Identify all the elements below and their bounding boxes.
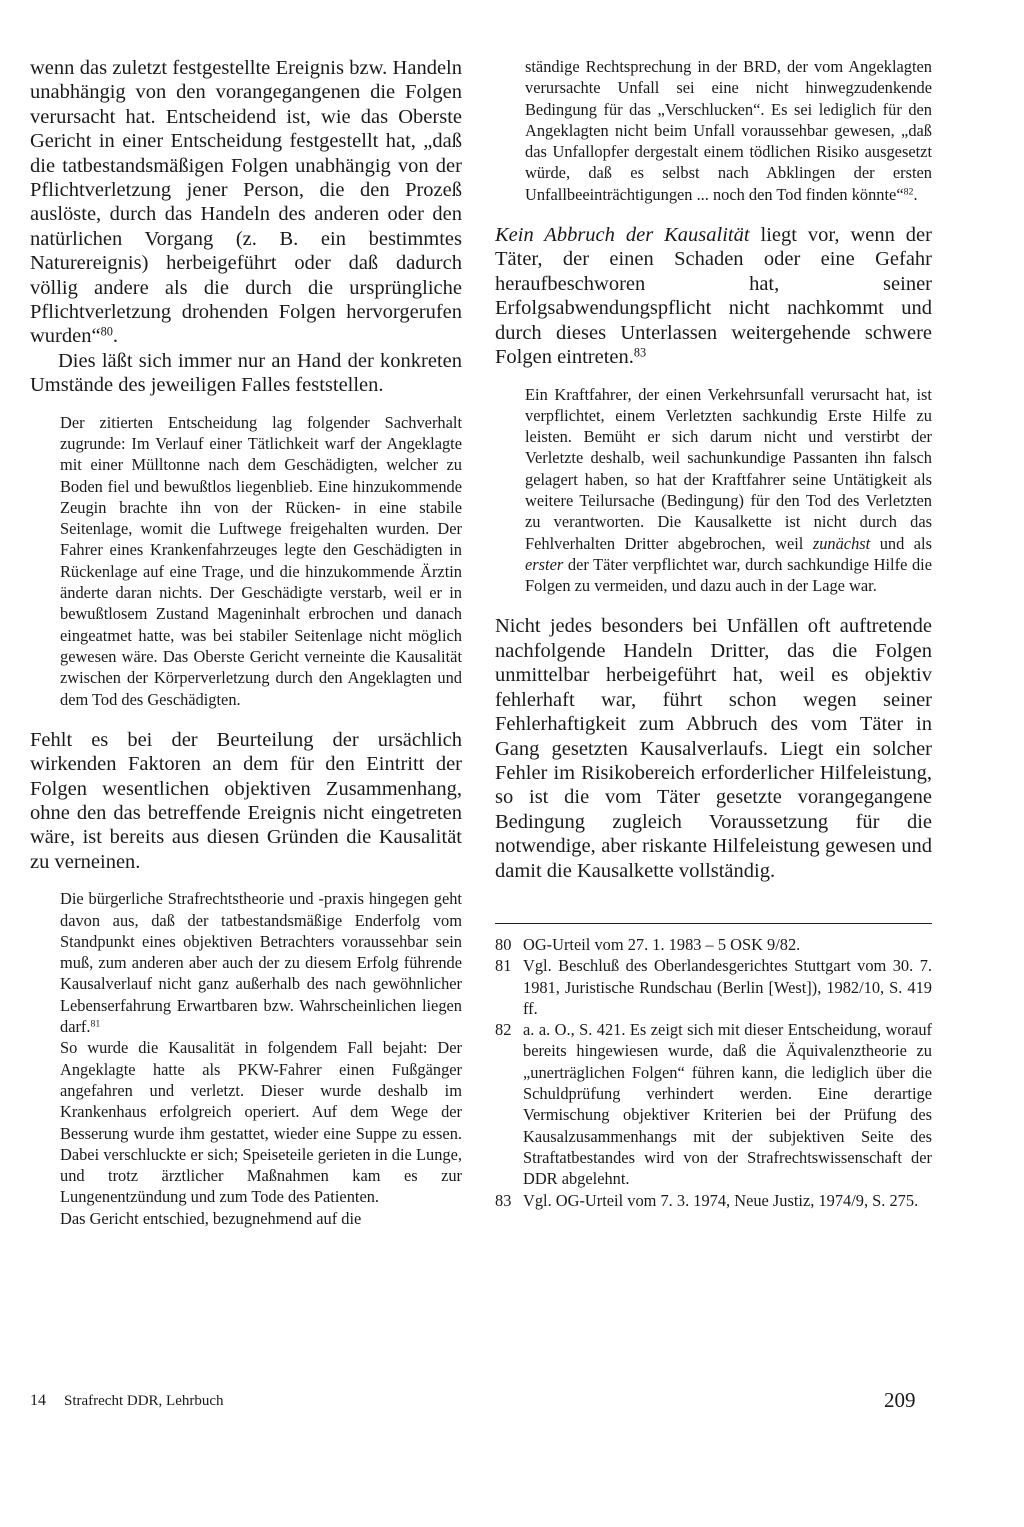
signature-number: 14 bbox=[30, 1392, 46, 1409]
footnote-text: a. a. O., S. 421. Es zeigt sich mit dieser Entscheidung, worauf bereits hingewiesen wurde, daß die Äquivalenztheorie zu „unerträglichen Folgen“ führen kann, die lediglich über die Schuldprüfung verhindert werden. Eine derartige Vermischung objektiver Kriterien bei der Prüfung des Kausalzusammenhangs mit der subjektiven Seite des Straftatbestandes wird von der Strafrechtswissenschaft der DDR abgelehnt. bbox=[523, 1020, 932, 1189]
footnote-ref: 81 bbox=[90, 1018, 101, 1030]
example-paragraph: So wurde die Kausalität in folgendem Fall bejaht: Der Angeklagte hatte als PKW-Fahrer einen Fußgänger angefahren und verletzt. Dieser wurde deshalb im Krankenhaus erfolgreich operiert. Auf dem Wege der Besserung wurde ihm gestattet, wieder eine Suppe zu essen. Dabei verschluckte er sich; Speiseteile gerieten in die Lunge, und trotz ärztlicher Maßnahmen kam es zur Lungenentzündung und zum Tode des Patienten. bbox=[60, 1038, 462, 1207]
footnote-number: 81 bbox=[495, 956, 512, 976]
footnote-text: Vgl. OG-Urteil vom 7. 3. 1974, Neue Justiz, 1974/9, S. 275. bbox=[523, 1190, 919, 1210]
body-paragraph: Fehlt es bei der Beurteilung der ursächlich wirkenden Faktoren an dem für den Eintritt der Folgen wesentlichen objektiven Zusammenhang, ohne den das betreffende Ereignis nicht eingetreten wäre, ist bereits aus diesen Gründen die Kausalität zu verneinen. bbox=[30, 728, 462, 873]
footnote-number: 80 bbox=[495, 934, 512, 954]
left-column bbox=[30, 56, 462, 1229]
footnote-ref: 82 bbox=[903, 186, 914, 198]
signature-text: Strafrecht DDR, Lehrbuch bbox=[64, 1393, 224, 1409]
body-paragraph: Kein Abbruch der Kausalität liegt vor, wenn der Täter, der einen Schaden oder eine Gefahr heraufbeschworen hat, seiner Erfolgsabwendungspflicht nicht nachkommt und durch dieses Unterlassen weitergehende schwere Folgen eintreten.$^{83}$ bbox=[495, 224, 932, 369]
footnote bbox=[495, 934, 932, 955]
emphasis-text: zunächst bbox=[812, 533, 871, 553]
example-paragraph: Der zitierten Entscheidung lag folgender Sachverhalt zugrunde: Im Verlauf einer Tätlichkeit warf der Angeklagte mit einer Mülltonne nach dem Geschädigten, welcher zu Boden fiel und bewußtlos liegenblieb. Eine hinzukommende Zeugin brachte ihn von der Rücken- in eine stabile Seitenlage, womit die Luftwege freigehalten wurden. Der Fahrer eines Krankenfahrzeuges legte den Geschädigten in Rückenlage auf eine Trage, und die hinzukommende Ärztin änderte daran nichts. Der Geschädigte verstarb, weil er in bewußtlosem Zustand Mageninhalt erbrochen und danach eingeatmet hatte, was bei stabiler Seitenlage nicht möglich gewesen wäre. Das Oberste Gericht verneinte die Kausalität zwischen der Körperverletzung durch den Angeklagten und dem Tod des Geschädigten. bbox=[60, 412, 462, 709]
footnote bbox=[495, 1190, 932, 1211]
page-number: 209 bbox=[884, 1388, 916, 1412]
footnote-number: 83 bbox=[495, 1190, 512, 1210]
footnote-text: Vgl. Beschluß des Oberlandesgerichtes Stuttgart vom 30. 7. 1981, Juristische Rundschau (Berlin [West]), 1982/10, S. 419 ff. bbox=[523, 956, 932, 1018]
emphasis-text: Kein Abbruch der Kausalität bbox=[495, 224, 750, 247]
emphasis-text: erster bbox=[525, 554, 564, 574]
body-paragraph: wenn das zuletzt festgestellte Ereignis bzw. Handeln unabhängig von den vorangegangenen die Folgen verursacht hat. Entscheidend ist, wie das Oberste Gericht in einer Entscheidung festgestellt hat, „daß die tatbestandsmäßigen Folgen unabhängig von der Pflichtverletzung jener Person, die den Prozeß auslöste, durch das Handeln des anderen oder den natürlichen Vorgang (z. B. ein bestimmtes Naturereignis) herbeigeführt oder daß dadurch völlig andere als die durch die ursprüngliche Pflichtverletzung drohenden Folgen hervorgerufen wurden“$^{80}$. bbox=[30, 57, 462, 348]
footnote-ref: 80 bbox=[100, 324, 113, 339]
body-paragraph: Dies läßt sich immer nur an Hand der konkreten Umstände des jeweiligen Falles feststellen. bbox=[30, 349, 462, 397]
footnote-text: OG-Urteil vom 27. 1. 1983 – 5 OSK 9/82. bbox=[523, 934, 801, 954]
book-signature bbox=[30, 1392, 224, 1410]
example-paragraph: ständige Rechtsprechung in der BRD, der vom Angeklagten verursachte Unfall sei eine nicht hinwegzudenkende Bedingung für das „Verschlucken“. Es sei lediglich für den Angeklagten nicht beim Unfall voraussehbar gewesen, „daß das Unfallopfer dergestalt einem tödlichen Risiko ausgesetzt würde, daß es selbst nach Abklingen der ersten Unfallbeeinträchtigungen ... noch den Tod finden könnte“$^{82}$. bbox=[525, 57, 932, 204]
example-paragraph: Ein Kraftfahrer, der einen Verkehrsunfall verursacht hat, ist verpflichtet, einem Verletzten sachkundig Erste Hilfe zu leisten. Bemüht er sich darum nicht und verstirbt der Verletzte deshalb, weil sachunkundige Passanten ihn falsch gelagert haben, so hat der Kraftfahrer seine Untätigkeit als weitere Teilursache (Bedingung) für den Tod des Verletzten zu verantworten. Die Kausalkette ist nicht durch das Fehlverhalten Dritter abgebrochen, weil zunächst und als erster der Täter verpflichtet war, durch sachkundige Hilfe die Folgen zu vermeiden, und dazu auch in der Lage war. bbox=[525, 384, 932, 596]
example-paragraph: Das Gericht entschied, bezugnehmend auf die bbox=[60, 1208, 362, 1228]
footnote bbox=[495, 1019, 932, 1189]
example-paragraph: Die bürgerliche Strafrechtstheorie und -praxis hingegen geht davon aus, daß der tatbestandsmäßige Enderfolg vom Standpunkt eines objektiven Betrachters voraussehbar sein muß, zum anderen aber auch der zu diesem Erfolg führende Kausalverlauf nicht ganz außerhalb des nach gewöhnlicher Lebenserfahrung Erwartbaren bzw. Wahrscheinlichen liegen darf.$^{81}$ bbox=[60, 889, 462, 1037]
body-paragraph: Nicht jedes besonders bei Unfällen oft auftretende nachfolgende Handeln Dritter, das die Folgen unmittelbar herbeigeführt hat, weil es objektiv fehlerhaft war, führt schon wegen seiner Fehlerhaftigkeit zum Abbruch des vom Täter in Gang gesetzten Kausalverlaufs. Liegt ein solcher Fehler im Risikobereich erforderlicher Hilfeleistung, so ist die vom Täter gesetzte vorangegangene Bedingung zugleich Voraussetzung für die notwendige, aber riskante Hilfeleistung gewesen und damit die Kausalkette vollständig. bbox=[495, 615, 932, 882]
right-column bbox=[495, 56, 932, 1211]
footnote-divider bbox=[495, 923, 932, 924]
footnote-ref: 83 bbox=[633, 345, 647, 360]
footnote-number: 82 bbox=[495, 1020, 512, 1040]
footnote bbox=[495, 955, 932, 1019]
